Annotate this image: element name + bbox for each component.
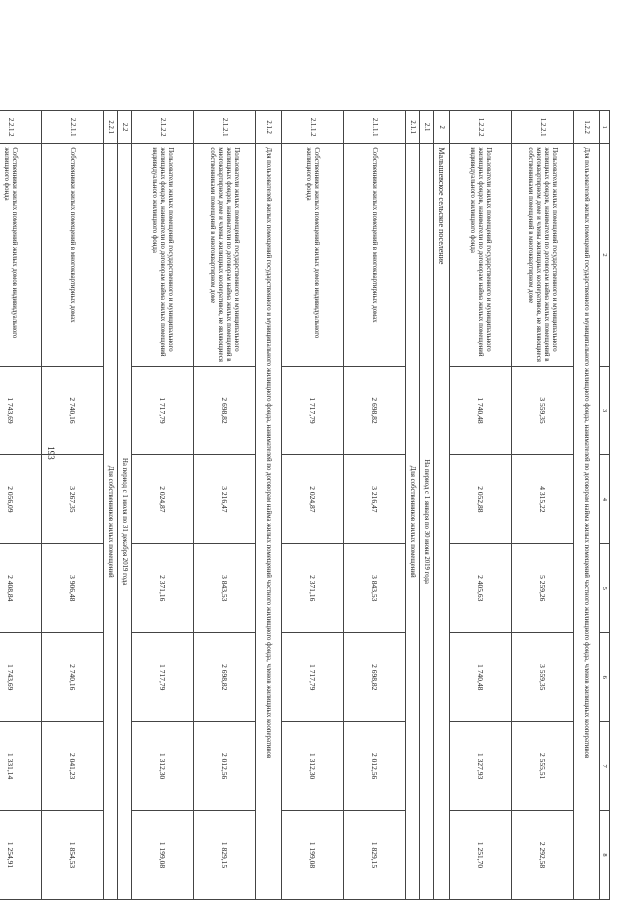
- tariff-value: 1 743,69: [0, 366, 41, 455]
- row-code: 2.1.2.1: [193, 111, 255, 144]
- tariff-value: 1 717,79: [281, 633, 343, 722]
- section-row: [255, 111, 281, 900]
- tariff-value: 1 829,15: [343, 811, 405, 900]
- tariff-value: 1 331,14: [0, 722, 41, 811]
- tariff-value: 2 371,16: [131, 544, 193, 633]
- row-code: 2.1.1: [405, 111, 419, 144]
- tariff-value: 2 698,82: [193, 633, 255, 722]
- settlement-title: Малышевское сельское поселение: [433, 144, 449, 900]
- tariff-value: 2 371,16: [281, 544, 343, 633]
- section-label: На период с 1 июля по 31 декабря 2019 года: [117, 144, 131, 900]
- section-label: Для пользователей жилых помещений государственного и муниципального жилищного фонда, нанимателей по договорам найма жилых помещений частного жилищного фонда, членов жилищных кооперативов: [573, 144, 599, 900]
- tariff-value: 2 740,16: [41, 366, 103, 455]
- section-label: Для собственников жилых помещений: [103, 144, 117, 900]
- row-code: 1.2.2.2: [449, 111, 511, 144]
- section-row: [419, 111, 433, 900]
- section-row: [103, 111, 117, 900]
- column-number: 1: [599, 111, 609, 144]
- tariff-value: 2 012,56: [193, 722, 255, 811]
- page-number: 193: [45, 446, 56, 460]
- tariff-value: 1 829,15: [193, 811, 255, 900]
- table-row: [0, 111, 41, 900]
- row-description: Собственники жилых помещений в многоквартирных домах: [41, 144, 103, 366]
- tariff-value: 1 740,48: [449, 366, 511, 455]
- row-description: Собственники жилых помещений в многоквартирных домах: [343, 144, 405, 366]
- row-description: Пользователи жилых помещений государственного и муниципального жилищных фондов, наниматели по договорам найма жилых помещений в многоквартирном доме и члены жилищных кооперативов, не являющиеся собственниками помещений в многоквартирном доме: [511, 144, 573, 366]
- row-code: 2.1.1.2: [281, 111, 343, 144]
- tariff-value: 2 740,16: [41, 633, 103, 722]
- column-number: 6: [599, 633, 609, 722]
- tariff-value: 2 555,51: [511, 722, 573, 811]
- section-row: [117, 111, 131, 900]
- column-number: 8: [599, 811, 609, 900]
- row-code: 2.1.2: [255, 111, 281, 144]
- tariff-value: 2 698,82: [193, 366, 255, 455]
- column-number: 4: [599, 455, 609, 544]
- tariff-value: 2 052,88: [449, 455, 511, 544]
- tariff-value: 2 698,82: [343, 633, 405, 722]
- tariff-value: 2 292,58: [511, 811, 573, 900]
- row-code: 2.2.1.2: [0, 111, 41, 144]
- column-number: 2: [599, 144, 609, 366]
- tariff-value: 1 717,79: [281, 366, 343, 455]
- tariff-value: 3 216,47: [193, 455, 255, 544]
- tariff-value: 1 717,79: [131, 366, 193, 455]
- section-row: [405, 111, 419, 900]
- row-code: 2.1.1.1: [343, 111, 405, 144]
- tariff-value: 2 024,87: [131, 455, 193, 544]
- section-row: [433, 111, 449, 900]
- tariff-value: 4 315,22: [511, 455, 573, 544]
- row-description: Собственники жилых помещений жилых домов индивидуального жилищного фонда: [0, 144, 41, 366]
- tariff-value: 3 843,53: [193, 544, 255, 633]
- tariff-value: 1 327,93: [449, 722, 511, 811]
- row-code: 2.2.1: [103, 111, 117, 144]
- row-description: Собственники жилых помещений жилых домов индивидуального жилищного фонда: [281, 144, 343, 366]
- tariff-value: 1 312,30: [281, 722, 343, 811]
- tariff-value: 2 012,56: [343, 722, 405, 811]
- tariff-value: 2 698,82: [343, 366, 405, 455]
- table-row: [449, 111, 511, 900]
- tariff-value: 2 408,84: [0, 544, 41, 633]
- column-number: 5: [599, 544, 609, 633]
- table-row: [41, 111, 103, 900]
- row-code: 2.1.2.2: [131, 111, 193, 144]
- tariff-value: 2 405,63: [449, 544, 511, 633]
- tariff-value: 3 843,53: [343, 544, 405, 633]
- tariff-value: 2 056,09: [0, 455, 41, 544]
- table-row: [343, 111, 405, 900]
- header-row: [599, 111, 609, 900]
- tariff-table: [0, 110, 610, 900]
- tariff-value: 3 267,35: [41, 455, 103, 544]
- tariff-value: 3 216,47: [343, 455, 405, 544]
- section-label: Для пользователей жилых помещений государственного и муниципального жилищного фонда, нанимателей по договорам найма жилых помещений частного жилищного фонда, членов жилищных кооперативов: [255, 144, 281, 900]
- row-description: Пользователи жилых помещений государственного и муниципального жилищных фондов, наниматели по договорам найма жилых помещений индивидуального жилищного фонда: [449, 144, 511, 366]
- row-code: 1.2.2.1: [511, 111, 573, 144]
- tariff-value: 2 041,23: [41, 722, 103, 811]
- table-row: [281, 111, 343, 900]
- tariff-value: 1 199,08: [131, 811, 193, 900]
- tariff-value: 1 717,79: [131, 633, 193, 722]
- tariff-value: 5 259,26: [511, 544, 573, 633]
- row-code: 1.2.2: [573, 111, 599, 144]
- tariff-value: 1 254,91: [0, 811, 41, 900]
- column-number: 3: [599, 366, 609, 455]
- table-row: [193, 111, 255, 900]
- row-description: Пользователи жилых помещений государственного и муниципального жилищных фондов, наниматели по договорам найма жилых помещений в многоквартирном доме и члены жилищных кооперативов, не являющиеся собственниками помещений в многоквартирном доме: [193, 144, 255, 366]
- row-code: 2.2.1.1: [41, 111, 103, 144]
- section-row: [573, 111, 599, 900]
- table-row: [131, 111, 193, 900]
- tariff-value: 3 906,48: [41, 544, 103, 633]
- row-code: 2.1: [419, 111, 433, 144]
- section-label: Для собственников жилых помещений: [405, 144, 419, 900]
- row-code: 2: [433, 111, 449, 144]
- table-row: [511, 111, 573, 900]
- tariff-value: 2 024,87: [281, 455, 343, 544]
- row-description: Пользователи жилых помещений государственного и муниципального жилищных фондов, наниматели по договорам найма жилых помещений индивидуального жилищного фонда: [131, 144, 193, 366]
- column-number: 7: [599, 722, 609, 811]
- section-label: На период с 1 января по 30 июня 2019 года: [419, 144, 433, 900]
- tariff-value: 3 559,35: [511, 366, 573, 455]
- tariff-value: 3 559,35: [511, 633, 573, 722]
- tariff-value: 1 312,30: [131, 722, 193, 811]
- tariff-value: 1 251,70: [449, 811, 511, 900]
- tariff-value: 1 740,48: [449, 633, 511, 722]
- tariff-value: 1 743,69: [0, 633, 41, 722]
- tariff-value: 1 199,08: [281, 811, 343, 900]
- row-code: 2.2: [117, 111, 131, 144]
- tariff-value: 1 854,53: [41, 811, 103, 900]
